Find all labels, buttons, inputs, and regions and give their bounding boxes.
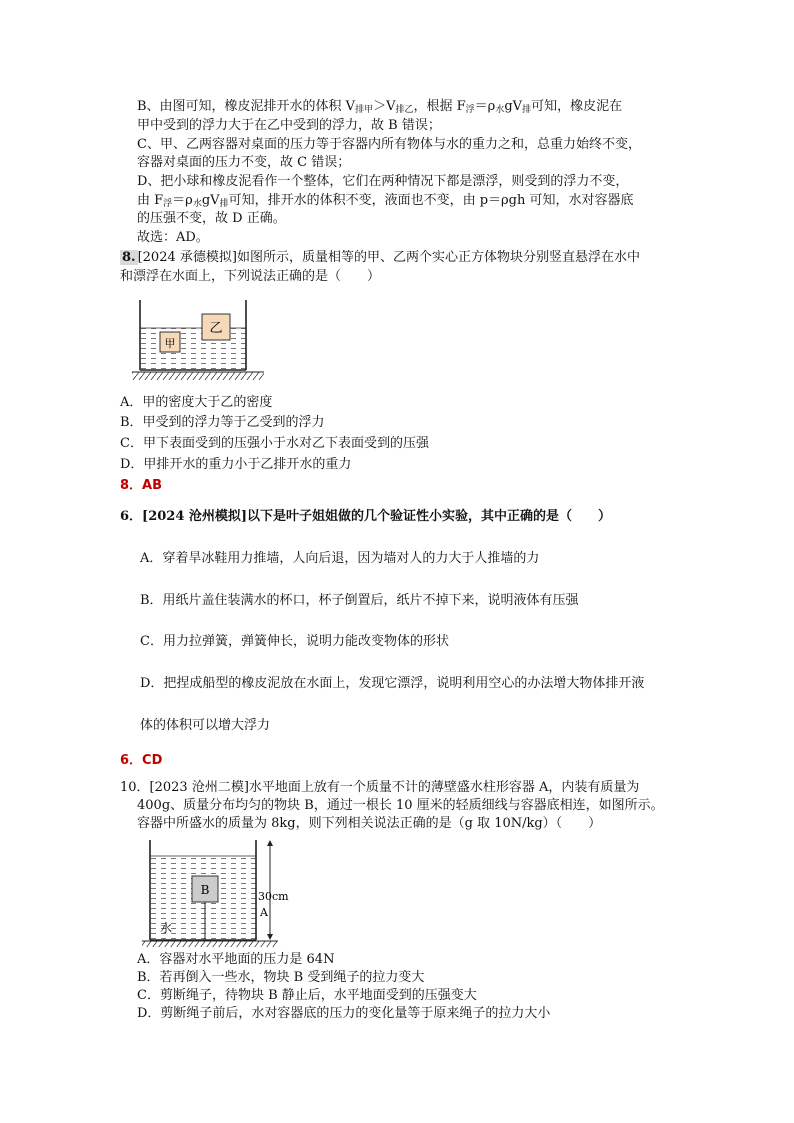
question-8-option-a: A．甲的密度大于乙的密度 [120, 395, 273, 410]
subscript: 浮 [465, 105, 475, 115]
block-yi-label: 乙 [209, 321, 223, 336]
figure-floating-blocks [130, 296, 270, 382]
question-number: 8. [122, 250, 136, 265]
text-seg: B、由图可知，橡皮泥排开水的体积 V [137, 99, 356, 114]
question-8-answer: 8．AB [120, 478, 163, 493]
text-seg: ＝ρ [474, 99, 496, 114]
subscript: 水 [495, 105, 505, 115]
subscript: 水 [192, 199, 202, 209]
question-8-option-b: B．甲受到的浮力等于乙受到的浮力 [120, 415, 325, 430]
question-6-stem: 6．[2024 沧州模拟]以下是叶子姐姐做的几个验证性小实验，其中正确的是（ ） [120, 509, 612, 524]
explanation-line-c1: C、甲、乙两容器对桌面的压力等于容器内所有物体与水的重力之和，总重力始终不变， [137, 137, 641, 152]
arrow-up [267, 840, 273, 846]
question-6-option-a: A．穿着旱冰鞋用力推墙，人向后退，因为墙对人的力大于人推墙的力 [140, 551, 540, 566]
water-label: 水 [160, 921, 173, 935]
text-seg: ，根据 F [413, 99, 466, 114]
container-a-label: A [260, 906, 268, 919]
subscript: 排甲 [355, 105, 374, 115]
question-10-option-a: A．容器对水平地面的压力是 64N [137, 952, 335, 967]
question-6-option-b: B．用纸片盖住装满水的杯口，杯子倒置后，纸片不掉下来，说明液体有压强 [140, 593, 579, 608]
text-seg: 可知，排开水的体积不变，液面也不变，由 p＝ρgh 可知，水对容器底 [228, 193, 634, 208]
explanation-line-b1 [137, 98, 622, 119]
figure-tethered-block [140, 836, 300, 948]
text-seg: 可知，橡皮泥在 [531, 99, 623, 114]
subscript: 排 [522, 105, 532, 115]
question-8-option-d: D．甲排开水的重力小于乙排开水的重力 [120, 457, 352, 472]
question-10-stem-line-2: 400g、质量分布均匀的物块 B，通过一根长 10 厘米的轻质细线与容器底相连，如图所示。 [137, 798, 664, 813]
question-6-answer: 6．CD [120, 753, 163, 768]
question-10-stem-line-1: 10．[2023 沧州二模]水平地面上放有一个质量不计的薄壁盛水柱形容器 A，内装有质量为 [120, 780, 640, 795]
text-seg: gV [504, 99, 523, 114]
question-10-stem-line-3: 容器中所盛水的质量为 8kg，则下列相关说法正确的是（g 取 10N/kg）（ ） [137, 816, 602, 831]
explanation-line-d1: D、把小球和橡皮泥看作一个整体，它们在两种情况下都是漂浮，则受到的浮力不变， [137, 174, 629, 189]
subscript: 浮 [163, 199, 173, 209]
text-seg: ＞V [373, 99, 396, 114]
height-label: 30cm [258, 890, 289, 903]
explanation-line-c2: 容器对桌面的压力不变，故 C 错误； [137, 155, 351, 170]
question-6-option-d: D．把捏成船型的橡皮泥放在水面上，发现它漂浮，说明利用空心的办法增大物体排开液 [140, 676, 645, 691]
question-10-option-b: B．若再倒入一些水，物块 B 受到绳子的拉力变大 [137, 970, 425, 985]
text-seg: 由 F [137, 193, 164, 208]
text-seg: ＝ρ [172, 193, 193, 208]
block-b-label: B [200, 883, 210, 897]
explanation-line-d3: 的压强不变，故 D 正确。 [137, 211, 286, 226]
subscript: 排 [219, 199, 229, 209]
text-seg: [2024 承德模拟]如图所示，质量相等的甲、乙两个实心正方体物块分别竖直悬浮在水中 [137, 250, 640, 265]
question-8-stem-line-1 [120, 249, 640, 267]
explanation-line-e: 故选：AD。 [137, 230, 209, 245]
question-8-option-c: C．甲下表面受到的压强小于水对乙下表面受到的压强 [120, 436, 429, 451]
ground-hatch [142, 941, 278, 947]
explanation-line-b2: 甲中受到的浮力大于在乙中受到的浮力，故 B 错误； [137, 118, 441, 133]
question-10-option-d: D．剪断绳子前后，水对容器底的压力的变化量等于原来绳子的拉力大小 [137, 1006, 551, 1021]
question-6-option-d-cont: 体的体积可以增大浮力 [140, 718, 271, 733]
subscript: 排乙 [395, 105, 414, 115]
ground-hatch [132, 372, 264, 380]
question-6-option-c: C．用力拉弹簧，弹簧伸长，说明力能改变物体的形状 [140, 634, 449, 649]
question-8-stem-line-2: 和漂浮在水面上，下列说法正确的是（ ） [120, 269, 381, 284]
text-seg: gV [201, 193, 220, 208]
question-10-option-c: C．剪断绳子，待物块 B 静止后，水平地面受到的压强变大 [137, 988, 477, 1003]
arrow-down [267, 934, 273, 940]
block-jia-label: 甲 [164, 337, 176, 350]
